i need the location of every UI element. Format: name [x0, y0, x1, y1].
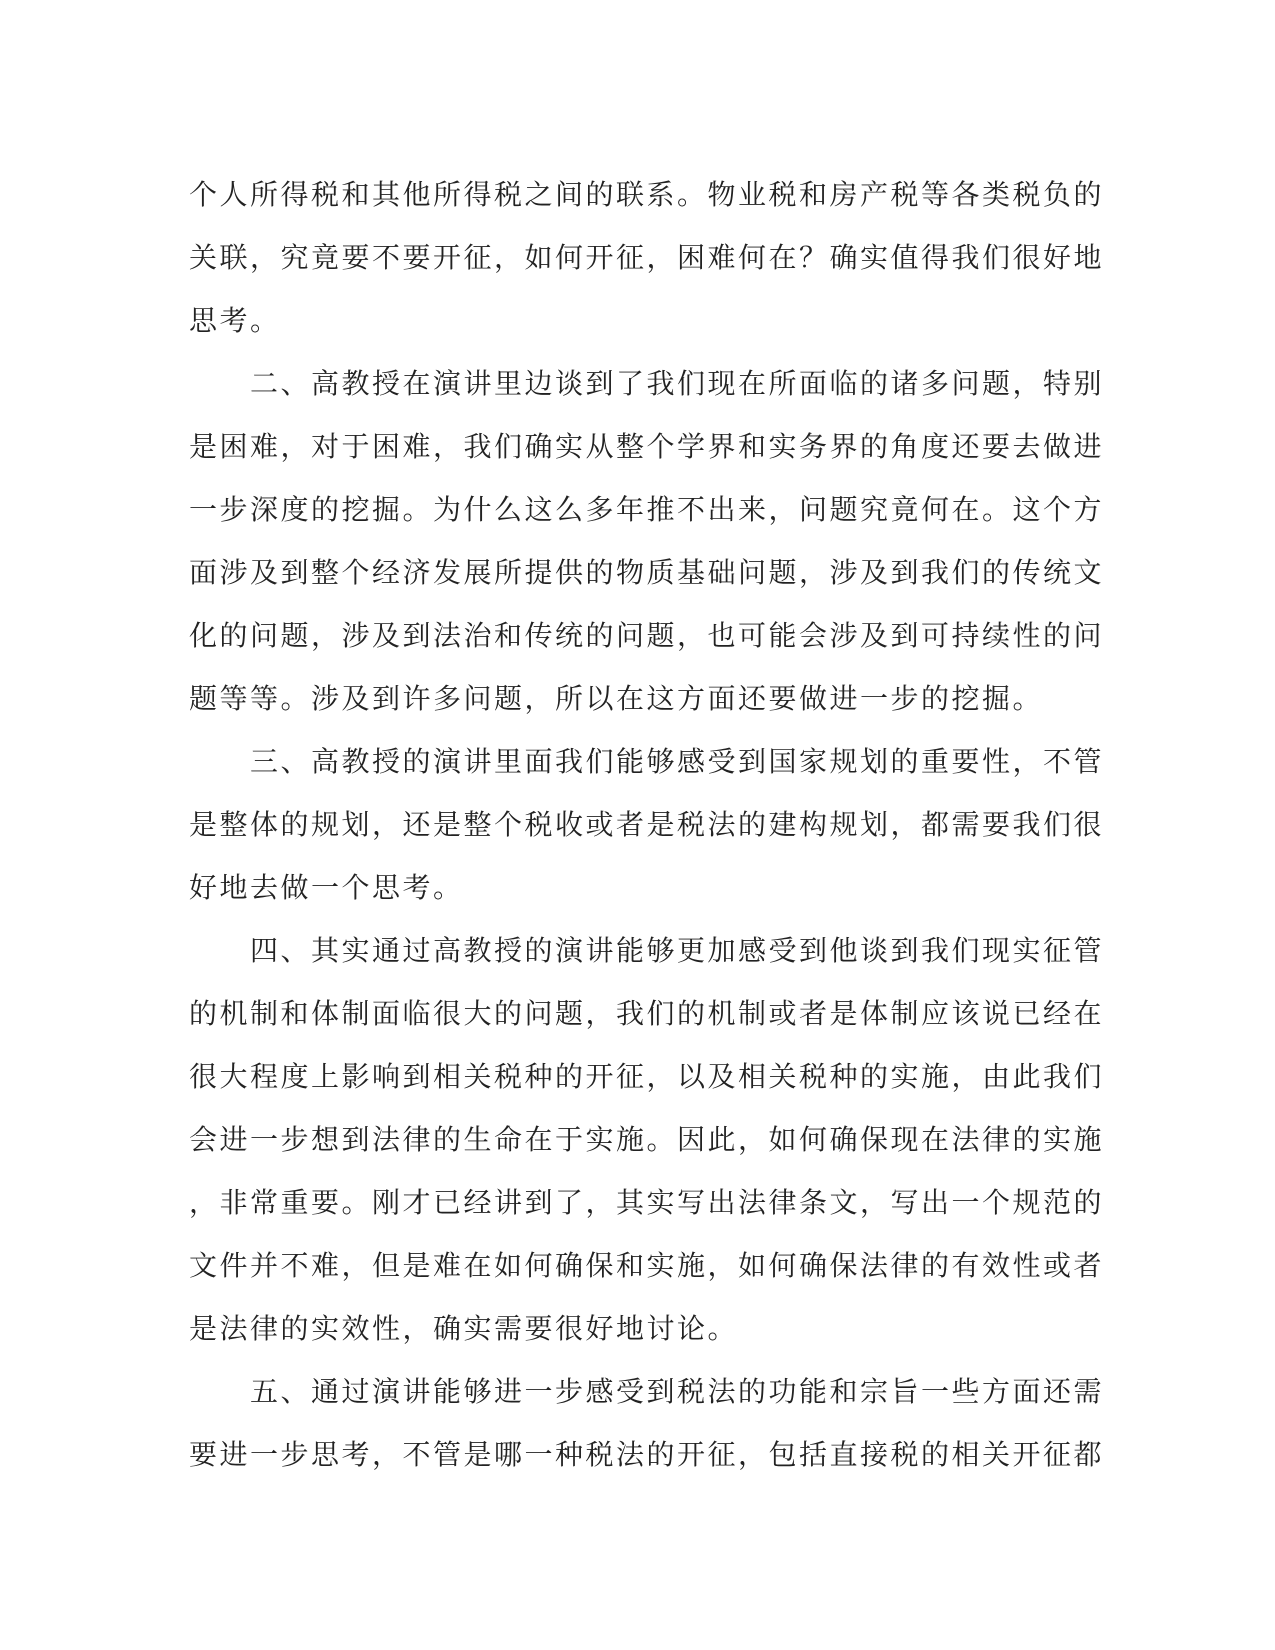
text-line: 五、通过演讲能够进一步感受到税法的功能和宗旨一些方面还需 [189, 1375, 1105, 1408]
text-line: 会进一步想到法律的生命在于实施。因此，如何确保现在法律的实施 [189, 1123, 1105, 1156]
text-line: 是法律的实效性，确实需要很好地讨论。 [189, 1312, 739, 1345]
text-line: 很大程度上影响到相关税种的开征，以及相关税种的实施，由此我们 [189, 1060, 1105, 1093]
text-line: 三、高教授的演讲里面我们能够感受到国家规划的重要性，不管 [189, 745, 1105, 778]
text-line: 面涉及到整个经济发展所提供的物质基础问题，涉及到我们的传统文 [189, 556, 1105, 589]
text-line: 是困难，对于困难，我们确实从整个学界和实务界的角度还要去做进 [189, 430, 1105, 463]
body-text [189, 163, 1105, 1486]
text-line: 二、高教授在演讲里边谈到了我们现在所面临的诸多问题，特别 [189, 367, 1105, 400]
text-line: 好地去做一个思考。 [189, 871, 464, 904]
text-line: 思考。 [189, 304, 281, 337]
text-line: 要进一步思考，不管是哪一种税法的开征，包括直接税的相关开征都 [189, 1438, 1105, 1471]
text-line: 四、其实通过高教授的演讲能够更加感受到他谈到我们现实征管 [189, 934, 1105, 967]
text-line: 一步深度的挖掘。为什么这么多年推不出来，问题究竟何在。这个方 [189, 493, 1105, 526]
text-line: 关联，究竟要不要开征，如何开征，困难何在？确实值得我们很好地 [189, 241, 1105, 274]
text-line: 是整体的规划，还是整个税收或者是税法的建构规划，都需要我们很 [189, 808, 1105, 841]
text-line: 题等等。涉及到许多问题，所以在这方面还要做进一步的挖掘。 [189, 682, 1044, 715]
text-line: 文件并不难，但是难在如何确保和实施，如何确保法律的有效性或者 [189, 1249, 1105, 1282]
text-line: 的机制和体制面临很大的问题，我们的机制或者是体制应该说已经在 [189, 997, 1105, 1030]
text-line: 个人所得税和其他所得税之间的联系。物业税和房产税等各类税负的 [189, 178, 1105, 211]
text-line: ，非常重要。刚才已经讲到了，其实写出法律条文，写出一个规范的 [189, 1186, 1105, 1219]
text-line: 化的问题，涉及到法治和传统的问题，也可能会涉及到可持续性的问 [189, 619, 1105, 652]
